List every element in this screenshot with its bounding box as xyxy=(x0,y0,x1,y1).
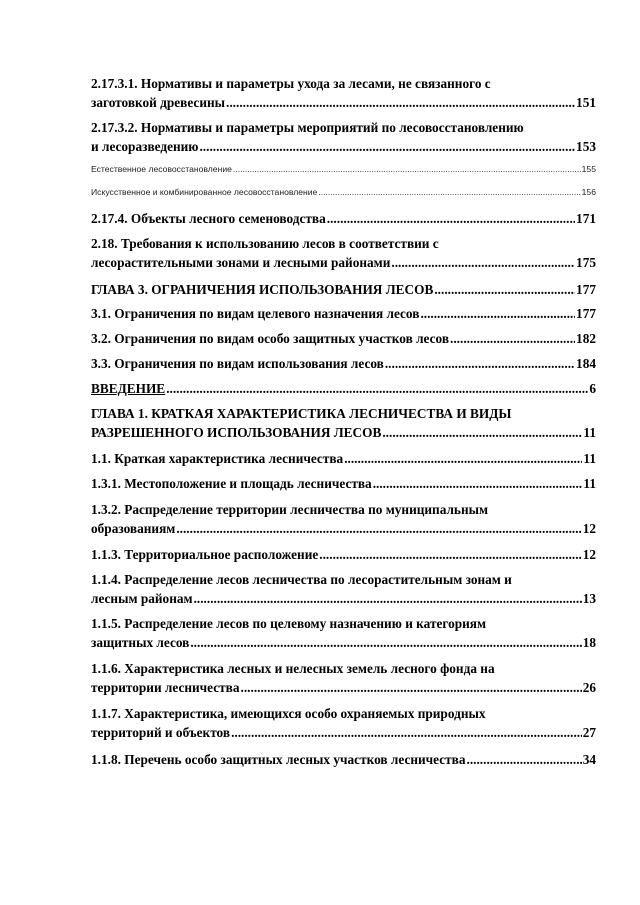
toc-entry[interactable] xyxy=(91,118,596,156)
toc-entry-title: территорий и объектов xyxy=(91,725,231,740)
toc-entry[interactable] xyxy=(91,304,596,323)
toc-page-number: 182 xyxy=(576,331,596,346)
toc-entry[interactable] xyxy=(91,570,596,608)
toc-dot-leader xyxy=(190,633,581,652)
toc-entry-title: территории лесничества xyxy=(91,680,240,695)
toc-entry[interactable] xyxy=(91,164,596,175)
toc-dot-leader xyxy=(194,589,582,608)
toc-dot-leader xyxy=(391,253,575,272)
toc-entry-title: лесорастительными зонами и лесными районами xyxy=(91,255,391,270)
toc-entry[interactable] xyxy=(91,280,596,299)
toc-entry-title-line: 1.1.5. Распределение лесов по целевому назначению и категориям xyxy=(91,616,487,631)
toc-entry-title: защитных лесов xyxy=(91,635,190,650)
toc-dot-leader xyxy=(176,519,581,538)
toc-page-number: 6 xyxy=(589,381,596,396)
toc-entry-final-line xyxy=(91,633,596,652)
toc-page-number: 27 xyxy=(582,725,596,740)
toc-page-number: 184 xyxy=(576,356,596,371)
toc-entry-title-line: 2.17.3.2. Нормативы и параметры мероприятий по лесовосстановлению xyxy=(91,120,524,135)
toc-entry-final-line xyxy=(91,164,596,175)
toc-entry-title: 1.3.1. Местоположение и площадь лесничества xyxy=(91,476,372,491)
toc-entry-title: ГЛАВА 3. ОГРАНИЧЕНИЯ ИСПОЛЬЗОВАНИЯ ЛЕСОВ xyxy=(91,282,434,297)
toc-page-number: 175 xyxy=(576,255,596,270)
toc-dot-leader xyxy=(226,93,575,112)
toc-entry[interactable] xyxy=(91,354,596,373)
toc-page-number: 18 xyxy=(582,635,596,650)
toc-entry[interactable] xyxy=(91,704,596,742)
toc-entry[interactable] xyxy=(91,379,596,398)
toc-entry-final-line xyxy=(91,209,596,228)
toc-entry-final-line xyxy=(91,253,596,272)
toc-entry-final-line xyxy=(91,519,596,538)
toc-entry-title: 1.1.3. Территориальное расположение xyxy=(91,547,319,562)
toc-entry-final-line xyxy=(91,589,596,608)
toc-entry-title: Искусственное и комбинированное лесовосстановление xyxy=(91,187,318,197)
toc-entry-final-line xyxy=(91,379,596,398)
toc-entry-final-line xyxy=(91,93,596,112)
toc-page-number: 12 xyxy=(582,521,596,536)
toc-entry[interactable] xyxy=(91,750,596,769)
toc-dot-leader xyxy=(327,209,575,228)
toc-entry-final-line xyxy=(91,474,596,493)
toc-dot-leader xyxy=(241,678,582,697)
toc-page-number: 26 xyxy=(582,680,596,695)
toc-dot-leader xyxy=(231,723,582,742)
toc-page-number: 155 xyxy=(581,164,596,174)
toc-entry-final-line xyxy=(91,280,596,299)
toc-entry[interactable] xyxy=(91,234,596,272)
toc-page-number: 153 xyxy=(576,139,596,154)
toc-entry-title: 3.1. Ограничения по видам целевого назначения лесов xyxy=(91,306,420,321)
toc-dot-leader xyxy=(319,545,581,564)
toc-dot-leader xyxy=(450,329,575,348)
toc-entry-title-line: 2.18. Требования к использованию лесов в соответствии с xyxy=(91,236,439,251)
toc-entry-title: 1.1.8. Перечень особо защитных лесных участков лесничества xyxy=(91,752,466,767)
toc-entry-title-line: ГЛАВА 1. КРАТКАЯ ХАРАКТЕРИСТИКА ЛЕСНИЧЕСТВА И ВИДЫ xyxy=(91,406,512,421)
toc-page-number: 13 xyxy=(582,591,596,606)
toc-entry[interactable] xyxy=(91,74,596,112)
toc-page-number: 11 xyxy=(583,476,596,491)
toc-page-number: 171 xyxy=(576,211,596,226)
toc-entry-title-line: 1.1.6. Характеристика лесных и нелесных земель лесного фонда на xyxy=(91,661,495,676)
toc-dot-leader xyxy=(382,423,582,442)
toc-entry-final-line xyxy=(91,354,596,373)
toc-dot-leader xyxy=(199,137,575,156)
toc-entry-title-line: 1.1.7. Характеристика, имеющихся особо охраняемых природных xyxy=(91,706,486,721)
toc-entry[interactable] xyxy=(91,404,596,442)
toc-entry-final-line xyxy=(91,678,596,697)
toc-entry-title: Естественное лесовосстановление xyxy=(91,164,232,174)
toc-entry[interactable] xyxy=(91,187,596,198)
toc-entry-title: 2.17.4. Объекты лесного семеноводства xyxy=(91,211,326,226)
toc-dot-leader xyxy=(344,449,582,468)
toc-entry[interactable] xyxy=(91,659,596,697)
toc-dot-leader xyxy=(166,379,588,398)
toc-page-number: 177 xyxy=(576,306,596,321)
toc-page-number: 11 xyxy=(583,425,596,440)
toc-page-number: 151 xyxy=(576,95,596,110)
toc-entry[interactable] xyxy=(91,500,596,538)
toc-entry-final-line xyxy=(91,137,596,156)
toc-entry-final-line xyxy=(91,423,596,442)
toc-page-number: 12 xyxy=(582,547,596,562)
toc-entry-final-line xyxy=(91,723,596,742)
toc-entry-title: заготовкой древесины xyxy=(91,95,226,110)
toc-entry-final-line xyxy=(91,329,596,348)
toc-dot-leader xyxy=(385,354,575,373)
toc-entry-title: 3.3. Ограничения по видам использования лесов xyxy=(91,356,384,371)
toc-entry-final-line xyxy=(91,304,596,323)
toc-entry-title: и лесоразведению xyxy=(91,139,199,154)
toc-entry-title: ВВЕДЕНИЕ xyxy=(91,381,166,396)
toc-entry-title: РАЗРЕШЕННОГО ИСПОЛЬЗОВАНИЯ ЛЕСОВ xyxy=(91,425,382,440)
toc-dot-leader xyxy=(467,750,582,769)
toc-page-number: 11 xyxy=(583,451,596,466)
toc-page-number: 156 xyxy=(581,187,596,197)
toc-entry-title: 3.2. Ограничения по видам особо защитных участков лесов xyxy=(91,331,450,346)
toc-entry-title-line: 2.17.3.1. Нормативы и параметры ухода за лесами, не связанного с xyxy=(91,76,491,91)
toc-entry-title: образованиям xyxy=(91,521,176,536)
toc-entry-final-line xyxy=(91,449,596,468)
toc-entry[interactable] xyxy=(91,209,596,228)
toc-entry[interactable] xyxy=(91,614,596,652)
toc-page-number: 177 xyxy=(576,282,596,297)
toc-page-number: 34 xyxy=(582,752,596,767)
toc-entry-final-line xyxy=(91,545,596,564)
toc-dot-leader xyxy=(318,187,580,198)
toc-dot-leader xyxy=(233,164,581,175)
toc-entry-title-line: 1.3.2. Распределение территории лесничества по муниципальным xyxy=(91,502,489,517)
toc-dot-leader xyxy=(373,474,583,493)
toc-entry-final-line xyxy=(91,750,596,769)
toc-entry-title: лесным районам xyxy=(91,591,193,606)
toc-dot-leader xyxy=(434,280,575,299)
toc-entry[interactable] xyxy=(91,449,596,468)
toc-entry-title-line: 1.1.4. Распределение лесов лесничества по лесорастительным зонам и xyxy=(91,572,512,587)
toc-entry[interactable] xyxy=(91,474,596,493)
toc-entry[interactable] xyxy=(91,329,596,348)
toc-dot-leader xyxy=(420,304,575,323)
toc-entry-title: 1.1. Краткая характеристика лесничества xyxy=(91,451,344,466)
toc-entry-final-line xyxy=(91,187,596,198)
toc-entry[interactable] xyxy=(91,545,596,564)
